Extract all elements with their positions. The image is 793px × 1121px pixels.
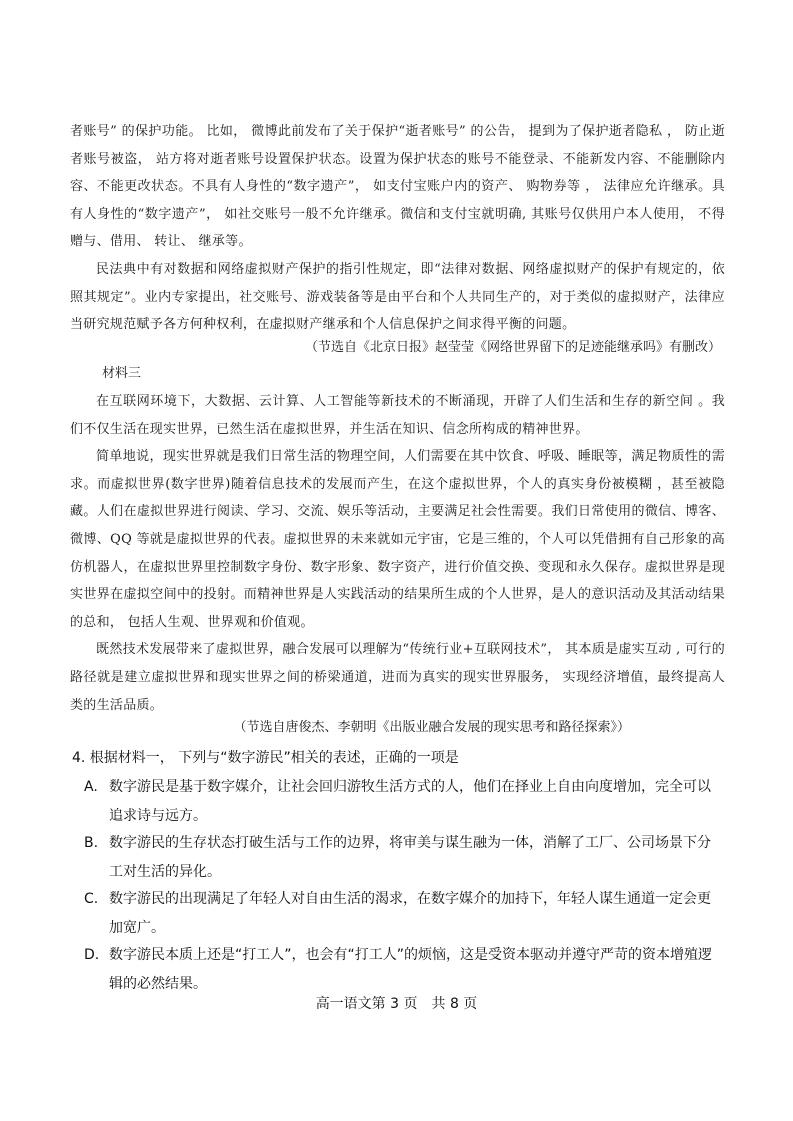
material-three-paragraph-2: 简单地说，现实世界就是我们日常生活的物理空间，人们需要在其中饮食、呼吸、睡眠等，满足物质性的需求。而虚拟世界(数字世界)随着信息技术的发展而产生，在这个虚拟世界，个人的真实身份被模糊 ，甚至被隐藏。人们在虚拟世界进行阅读、学习、交流、娱乐等活动，主要满足社会性需要。我们日常使用的微信、博客、微博、QQ 等就是虚拟世界的代表。虚拟世界的未来就如元宇宙，它是三维的，个人可以凭借拥有自己形象的高仿机器人，在虚拟世界里控制数字身份、数字形象、数字资产，进行价值交换、变现和永久保存。虚拟世界是现实世界在虚拟空间中的投射。而精神世界是人实践活动的结果所生成的个人世界，是人的意识活动及其活动结果的总和， 包括人生观、世界观和价值观。	[70, 449, 725, 630]
option-b-letter: B.	[84, 835, 99, 851]
material-three-paragraph-3: 既然技术发展带来了虚拟世界，融合发展可以理解为“传统行业+互联网技术”， 其本质是虚实互动 , 可行的路径就是建立虚拟世界和现实世界之间的桥梁通道，进而为真实的现实世界服务， 实现经济增值，最终提高人类的生活品质。	[70, 642, 725, 713]
option-b	[84, 829, 724, 887]
option-a-letter: A.	[84, 779, 98, 795]
option-d-letter: D.	[84, 947, 100, 963]
option-c	[84, 885, 724, 943]
option-a-text: 数字游民是基于数字媒介，让社会回归游牧生活方式的人，他们在择业上自由向度增加，完全可以追求诗与远方。	[109, 779, 711, 824]
material-three-body	[70, 388, 725, 719]
option-a	[84, 773, 724, 831]
material-three-source: （节选自唐俊杰、李朝明《出版业融合发展的现实思考和路径探索》）	[233, 720, 630, 735]
material-two-continued	[70, 118, 725, 339]
material-two-paragraph-2: 民法典中有对数据和网络虚拟财产保护的指引性规定，即“法律对数据、网络虚拟财产的保护有规定的，依照其规定”。业内专家提出，社交账号、游戏装备等是由平台和个人共同生产的，对于类似的虚拟财产，法律应当研究规范赋予各方何种权利，在虚拟财产继承和个人信息保护之间求得平衡的问题。	[70, 261, 725, 333]
material-three-paragraph-1: 在互联网环境下，大数据、云计算、人工智能等新技术的不断涌现，开辟了人们生活和生存的新空间 。我们不仅生活在现实世界，已然生活在虚拟世界，并生活在知识、信念所构成的精神世界。	[70, 394, 725, 437]
material-two-paragraph-1: 者账号” 的保护功能。 比如， 微博此前发布了关于保护“逝者账号” 的公告， 提到为了保护逝者隐私 ， 防止逝者账号被盗， 站方将对逝者账号设置保护状态。设置为保护状态的账号不能登录、不能新发内容、不能删除内容、不能更改状态。不具有人身性的“数字遗产”， 如支付宝账户内的资产、 购物券等 ， 法律应允许继承。具有人身性的“数字遗产”， 如社交账号一般不允许继承。微信和支付宝就明确, 其账号仅供用户本人使用， 不得赠与、借用、 转让、 继承等。	[70, 124, 725, 250]
option-c-letter: C.	[84, 891, 99, 907]
option-b-text: 数字游民的生存状态打破生活与工作的边界，将审美与谋生融为一体，消解了工厂、公司场景下分工对生活的异化。	[109, 835, 711, 880]
question-stem: 4. 根据材料一， 下列与“数字游民”相关的表述，正确的一项是	[72, 750, 459, 766]
material-two-source: （节选自《北京日报》赵莹莹《网络世界留下的足迹能继承吗》有删改）	[304, 340, 721, 355]
material-three-heading: 材料三	[102, 366, 142, 381]
option-d	[84, 941, 724, 999]
page-footer: 高一语文第 3 页 共 8 页	[315, 996, 478, 1012]
option-d-text: 数字游民本质上还是“打工人”，也会有“打工人”的烦恼，这是受资本驱动并遵守严苛的资本增殖逻辑的必然结果。	[109, 947, 713, 992]
option-c-text: 数字游民的出现满足了年轻人对自由生活的渴求，在数字媒介的加持下，年轻人谋生通道一定会更加宽广。	[109, 891, 711, 936]
